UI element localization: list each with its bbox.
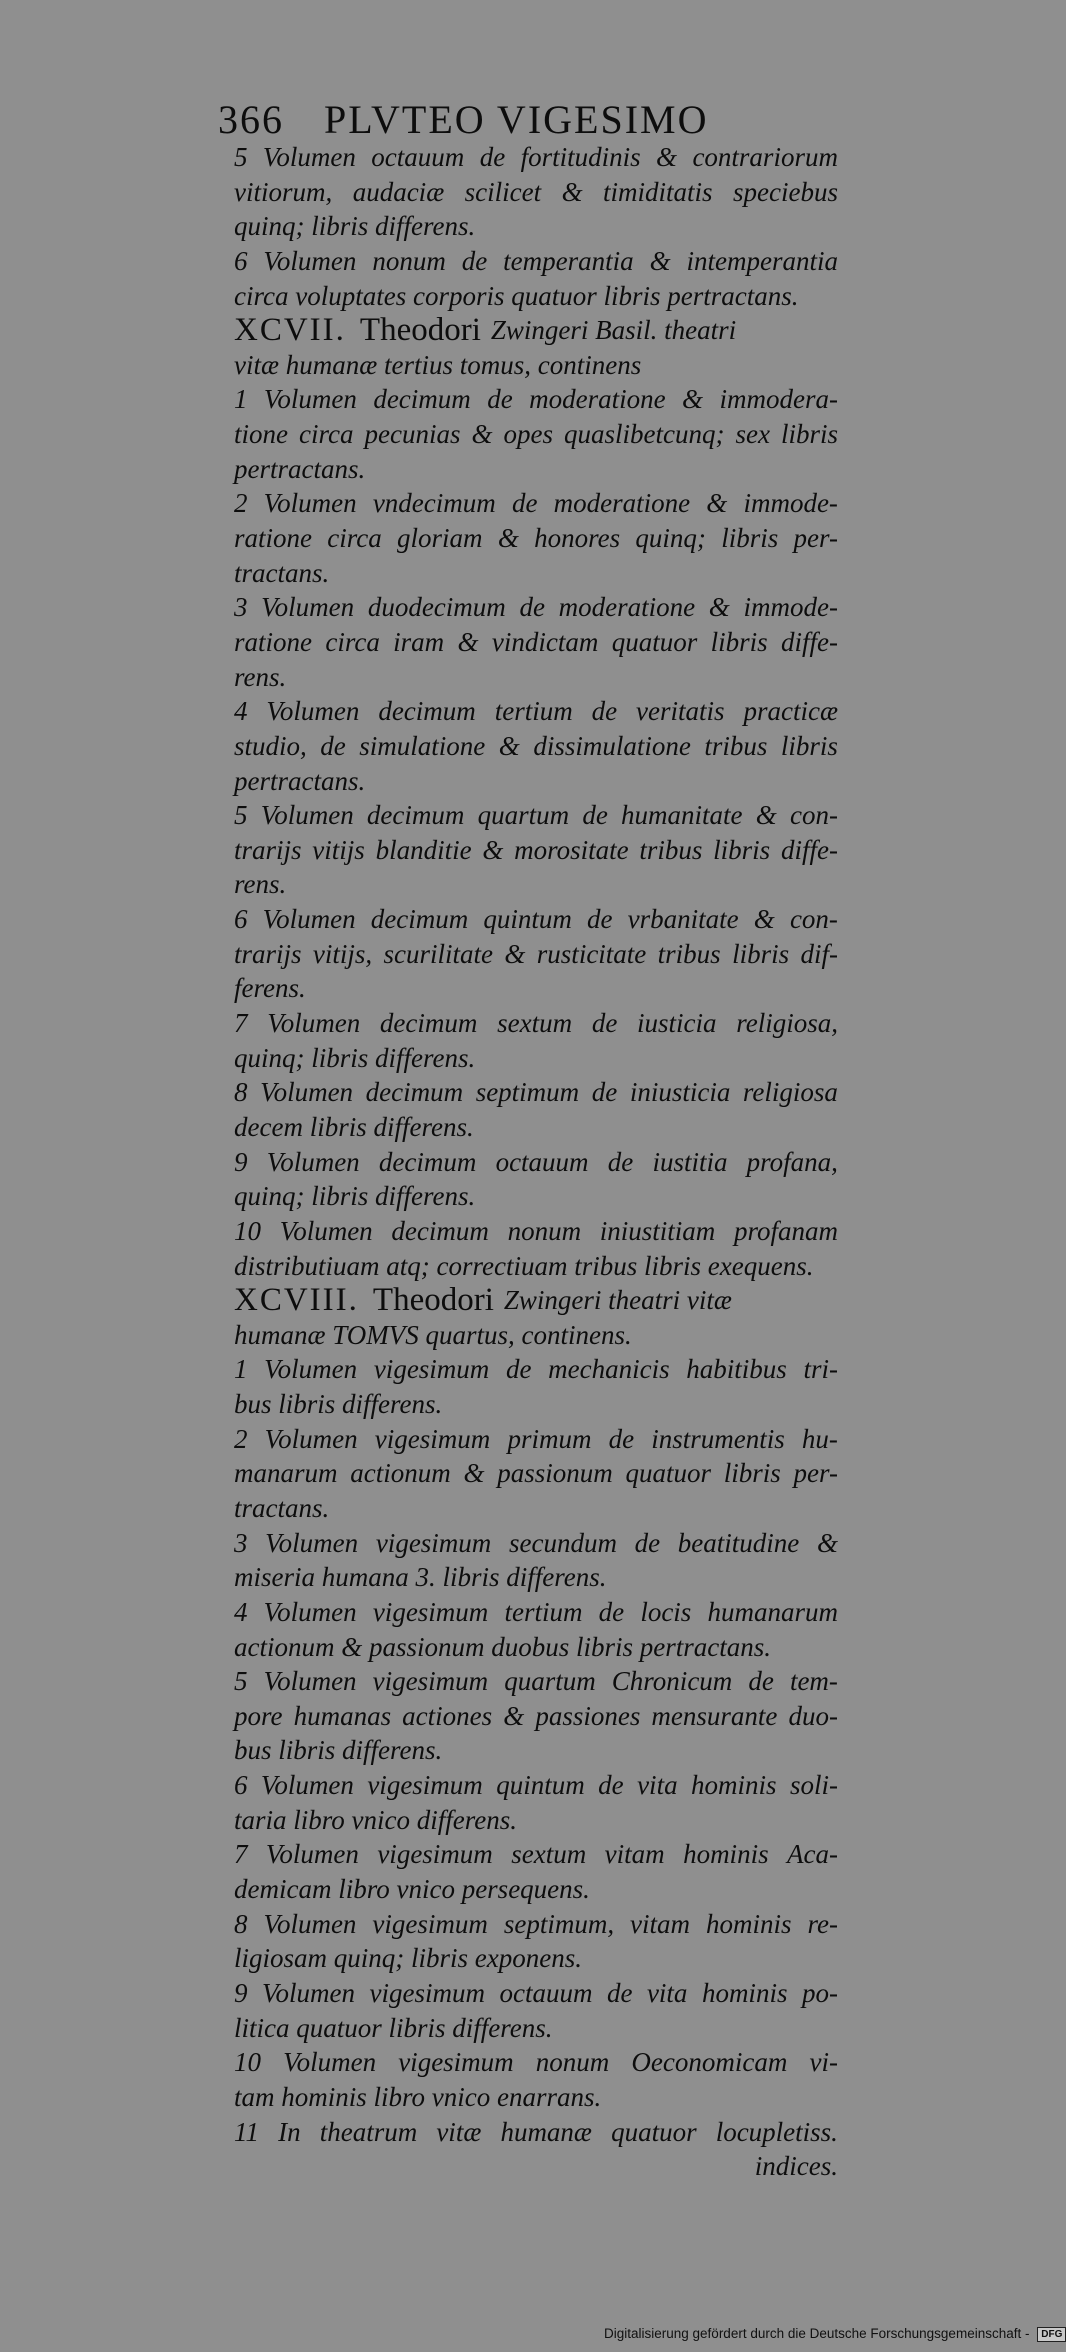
text-line: 6 Volumen decimum quintum de vrbanitate & con-: [234, 904, 838, 935]
text-line: ligiosam quinq; libris exponens.: [234, 1943, 582, 1974]
text-line: pertractans.: [234, 453, 366, 484]
text-line: 9 Volumen decimum octauum de iustitia profana,: [234, 1146, 838, 1177]
text-line: 1 Volumen vigesimum de mechanicis habitibus tri-: [234, 1354, 838, 1385]
text-line: ratione circa gloriam & honores quinq; libris per-: [234, 523, 838, 554]
text-line: manarum actionum & passionum quatuor libris per-: [234, 1458, 838, 1489]
text-line: bus libris differens.: [234, 1389, 443, 1420]
text-line: humanæ TOMVS quartus, continens.: [234, 1319, 632, 1350]
running-title: PLVTEO VIGESIMO: [324, 97, 709, 142]
text-line: 1 Volumen decimum de moderatione & immodera-: [234, 384, 838, 415]
text-line: tractans.: [234, 557, 330, 588]
text-line: tam hominis libro vnico enarrans.: [234, 2081, 602, 2112]
text-line: 5 Volumen decimum quartum de humanitate & con-: [234, 800, 838, 831]
text-line: circa voluptates corporis quatuor libris pertractans.: [234, 280, 799, 311]
text-line: pore humanas actiones & passiones mensurante duo-: [234, 1700, 838, 1731]
text-line: 7 Volumen decimum sextum de iusticia religiosa,: [234, 1008, 838, 1039]
text-line: 8 Volumen decimum septimum de iniusticia religiosa: [234, 1077, 838, 1108]
text-line: vitæ humanæ tertius tomus, continens: [234, 349, 642, 380]
text-line: 5 Volumen octauum de fortitudinis & contrariorum: [234, 142, 838, 172]
text-line: ratione circa iram & vindictam quatuor libris diffe-: [234, 626, 838, 657]
text-line: trarijs vitijs, scurilitate & rusticitate tribus libris dif-: [234, 938, 838, 969]
text-line: tractans.: [234, 1492, 330, 1523]
text-line: 3 Volumen vigesimum secundum de beatitudine &: [234, 1527, 838, 1558]
text-line: indices.: [754, 2151, 838, 2182]
text-line: quinq; libris differens.: [234, 211, 476, 242]
page-header: [218, 96, 798, 144]
text-line: 4 Volumen vigesimum tertium de locis humanarum: [234, 1596, 838, 1627]
text-line: 2 Volumen vigesimum primum de instrumentis hu-: [234, 1423, 838, 1454]
text-line: trarijs vitijs blanditie & morositate tribus libris diffe-: [234, 834, 838, 865]
text-line: bus libris differens.: [234, 1735, 443, 1766]
text-line: 3 Volumen duodecimum de moderatione & immode-: [234, 592, 838, 623]
text-line: 10 Volumen decimum nonum iniustitiam profanam: [234, 1215, 838, 1246]
text-line: 9 Volumen vigesimum octauum de vita hominis po-: [234, 1977, 838, 2008]
text-line: decem libris differens.: [234, 1111, 474, 1142]
text-line: 7 Volumen vigesimum sextum vitam hominis Aca-: [234, 1839, 838, 1870]
text-line: ferens.: [234, 973, 306, 1004]
text-block: [234, 140, 838, 2184]
text-line: 6 Volumen nonum de temperantia & intemperantia: [234, 245, 838, 276]
digitization-credit: [604, 2326, 1066, 2346]
text-line: 11 In theatrum vitæ humanæ quatuor locupletiss.: [234, 2116, 838, 2147]
section-heading-line: XCVII. Theodori Zwingeri Basil. theatri: [234, 312, 737, 349]
page-number: 366: [218, 97, 284, 142]
text-line: actionum & passionum duobus libris pertractans.: [234, 1631, 772, 1662]
text-line: rens.: [234, 661, 287, 692]
text-line: distributiuam atq; correctiuam tribus libris exequens.: [234, 1250, 814, 1281]
text-line: 6 Volumen vigesimum quintum de vita hominis soli-: [234, 1770, 838, 1801]
text-line: vitiorum, audaciæ scilicet & timiditatis speciebus: [234, 176, 838, 207]
text-line: 2 Volumen vndecimum de moderatione & immode-: [234, 488, 838, 519]
credit-text: Digitalisierung gefördert durch die Deutsche Forschungsgemeinschaft -: [604, 2326, 1030, 2341]
text-line: pertractans.: [234, 765, 366, 796]
text-line: rens.: [234, 869, 287, 900]
text-line: quinq; libris differens.: [234, 1181, 476, 1212]
text-line: 10 Volumen vigesimum nonum Oeconomicam vi-: [234, 2047, 838, 2078]
text-line: taria libro vnico differens.: [234, 1804, 517, 1835]
text-line: litica quatuor libris differens.: [234, 2012, 553, 2043]
text-line: miseria humana 3. libris differens.: [234, 1562, 607, 1593]
text-line: 8 Volumen vigesimum septimum, vitam hominis re-: [234, 1908, 838, 1939]
section-heading-line: XCVIII. Theodori Zwingeri theatri vitæ: [234, 1282, 732, 1319]
text-line: tione circa pecunias & opes quaslibetcunq; sex libris: [234, 419, 838, 450]
text-line: 5 Volumen vigesimum quartum Chronicum de tem-: [234, 1666, 838, 1697]
text-line: 4 Volumen decimum tertium de veritatis practicæ: [234, 696, 838, 727]
text-line: quinq; libris differens.: [234, 1042, 476, 1073]
text-line: demicam libro vnico persequens.: [234, 1874, 590, 1905]
dfg-logo: DFG: [1037, 2327, 1066, 2342]
text-line: studio, de simulatione & dissimulatione tribus libris: [234, 730, 838, 761]
